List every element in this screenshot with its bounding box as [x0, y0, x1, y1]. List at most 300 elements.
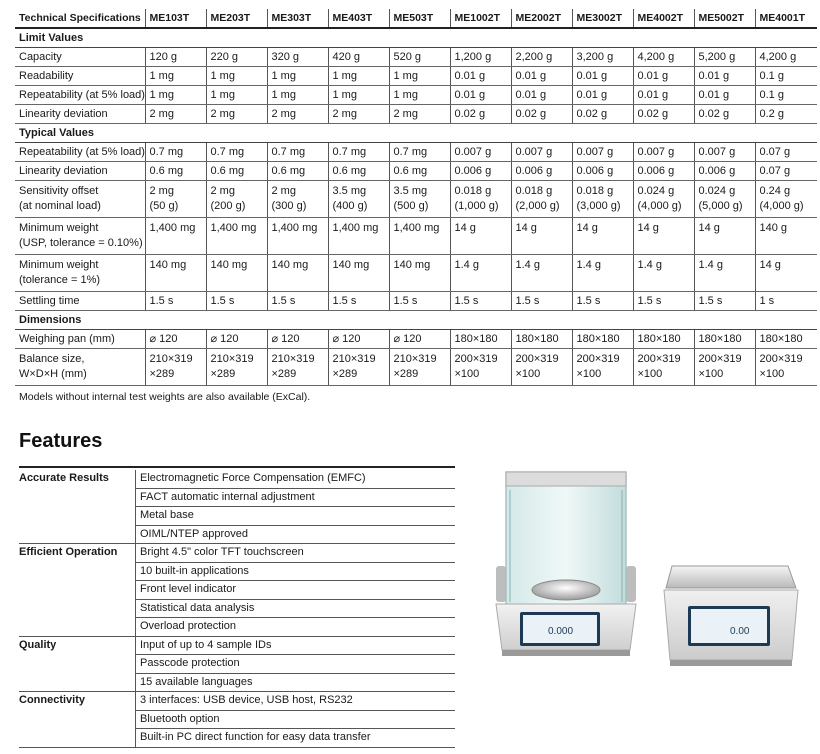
spec-cell — [145, 349, 206, 386]
feature-item: 10 built-in applications — [136, 563, 455, 582]
spec-cell — [145, 48, 206, 67]
spec-cell-line: (3,000 g) — [576, 200, 621, 212]
spec-cell-line: 3,200 g — [576, 51, 614, 63]
row-label — [15, 143, 145, 162]
spec-title: Technical Specifications — [15, 9, 145, 28]
spec-row — [15, 105, 817, 124]
spec-cell — [572, 143, 633, 162]
spec-cell — [755, 143, 817, 162]
spec-cell-line: 0.01 g — [515, 89, 547, 101]
feature-items — [135, 470, 455, 543]
spec-cell-line: 1 mg — [149, 89, 174, 101]
spec-cell — [633, 105, 694, 124]
spec-cell-line: 1 mg — [210, 89, 235, 101]
spec-cell — [328, 218, 389, 255]
spec-cell — [145, 292, 206, 311]
spec-cell-line: 0.01 g — [698, 89, 730, 101]
spec-cell — [694, 181, 755, 218]
spec-cell-line: 14 g — [576, 222, 598, 234]
spec-cell-line: 0.024 g — [698, 185, 736, 197]
spec-cell — [511, 143, 572, 162]
spec-cell — [633, 330, 694, 349]
row-label-line: (USP, tolerance = 0.10%) — [19, 237, 143, 249]
spec-cell — [450, 67, 511, 86]
spec-cell — [511, 349, 572, 386]
spec-cell-line: 1.4 g — [515, 259, 540, 271]
spec-cell-line: 180×180 — [698, 333, 742, 345]
spec-cell — [572, 162, 633, 181]
spec-cell — [450, 218, 511, 255]
spec-cell-line: 140 mg — [393, 259, 431, 271]
spec-cell-line: 2 mg — [332, 108, 357, 120]
spec-cell — [450, 143, 511, 162]
spec-cell — [511, 105, 572, 124]
spec-cell-line: (200 g) — [210, 200, 246, 212]
spec-cell-line: (300 g) — [271, 200, 307, 212]
spec-cell — [694, 255, 755, 292]
spec-cell — [145, 330, 206, 349]
spec-cell-line: 1.5 s — [210, 295, 235, 307]
spec-cell-line: 180×180 — [637, 333, 681, 345]
spec-cell-line: 0.01 g — [454, 70, 486, 82]
spec-cell-line: 14 g — [454, 222, 476, 234]
spec-cell — [572, 218, 633, 255]
spec-cell-line: 0.02 g — [454, 108, 486, 120]
spec-cell-line: 0.02 g — [515, 108, 547, 120]
spec-cell-line: 0.6 mg — [149, 165, 184, 177]
spec-cell-line: 0.007 g — [576, 146, 614, 158]
spec-row — [15, 162, 817, 181]
spec-cell-line: 1 s — [759, 295, 775, 307]
row-label-line: Repeatability (at 5% load) — [19, 146, 145, 158]
spec-cell — [328, 181, 389, 218]
row-label — [15, 86, 145, 105]
spec-cell-line: 2 mg — [149, 185, 174, 197]
feature-item: Front level indicator — [136, 581, 455, 600]
spec-cell — [755, 292, 817, 311]
spec-cell — [145, 181, 206, 218]
spec-cell — [206, 349, 267, 386]
model-header: ME503T — [389, 9, 450, 28]
model-header: ME4001T — [755, 9, 817, 28]
feature-items — [135, 692, 455, 747]
spec-cell-line: 1 mg — [332, 70, 357, 82]
spec-cell — [328, 349, 389, 386]
spec-cell — [633, 255, 694, 292]
spec-cell — [572, 86, 633, 105]
feature-items — [135, 637, 455, 692]
row-label-line: Balance size, — [19, 353, 85, 365]
spec-cell-line: 0.01 g — [515, 70, 547, 82]
spec-cell-line: 2 mg — [271, 185, 296, 197]
feature-group — [19, 692, 455, 748]
spec-cell-line: 320 g — [271, 51, 300, 63]
spec-cell-line: 5,200 g — [698, 51, 736, 63]
spec-cell — [267, 255, 328, 292]
excal-note: Models without internal test weights are also available (ExCal). — [19, 391, 311, 403]
section-row — [15, 124, 817, 143]
spec-cell — [755, 181, 817, 218]
spec-cell-line: 0.006 g — [698, 165, 736, 177]
spec-cell — [633, 67, 694, 86]
spec-cell-line: (4,000 g) — [637, 200, 682, 212]
spec-cell-line: ×100 — [698, 368, 724, 380]
spec-cell — [511, 218, 572, 255]
spec-cell — [206, 292, 267, 311]
spec-cell-line: 200×319 — [515, 353, 559, 365]
spec-cell-line: 0.006 g — [576, 165, 614, 177]
spec-cell-line: 0.02 g — [698, 108, 730, 120]
spec-row — [15, 349, 817, 386]
row-label-line: Capacity — [19, 51, 62, 63]
spec-cell-line: 0.01 g — [576, 70, 608, 82]
spec-cell-line: 1.5 s — [576, 295, 601, 307]
spec-cell — [633, 48, 694, 67]
spec-cell-line: 1 mg — [393, 89, 418, 101]
spec-cell-line: 1 mg — [271, 70, 296, 82]
spec-cell — [328, 162, 389, 181]
spec-cell-line: 120 g — [149, 51, 178, 63]
spec-cell-line: 420 g — [332, 51, 361, 63]
spec-cell-line: 4,200 g — [637, 51, 675, 63]
spec-cell — [572, 181, 633, 218]
spec-cell — [694, 48, 755, 67]
spec-cell-line: (2,000 g) — [515, 200, 560, 212]
spec-cell-line: 1,400 mg — [210, 222, 257, 234]
spec-cell-line: 140 mg — [332, 259, 370, 271]
spec-cell-line: 0.07 g — [759, 165, 791, 177]
feature-category: Quality — [19, 638, 57, 651]
model-header: ME103T — [145, 9, 206, 28]
spec-cell-line: ×100 — [454, 368, 480, 380]
spec-cell-line: 0.7 mg — [271, 146, 306, 158]
spec-cell — [267, 330, 328, 349]
row-label — [15, 292, 145, 311]
feature-category: Efficient Operation — [19, 546, 118, 558]
spec-cell-line: 1.5 s — [332, 295, 357, 307]
spec-cell — [389, 143, 450, 162]
model-header: ME403T — [328, 9, 389, 28]
spec-cell-line: 210×319 — [393, 353, 437, 365]
row-label — [15, 48, 145, 67]
spec-cell — [694, 105, 755, 124]
spec-cell — [755, 349, 817, 386]
section-row — [15, 28, 817, 48]
spec-cell-line: 0.7 mg — [393, 146, 428, 158]
spec-cell-line: 1 mg — [393, 70, 418, 82]
spec-cell — [206, 162, 267, 181]
spec-cell-line: 14 g — [759, 259, 781, 271]
spec-cell-line: 2 mg — [210, 108, 235, 120]
spec-cell — [450, 255, 511, 292]
spec-cell — [328, 255, 389, 292]
spec-cell — [145, 143, 206, 162]
spec-row — [15, 143, 817, 162]
spec-cell-line: 0.6 mg — [332, 165, 367, 177]
spec-cell-line: 180×180 — [576, 333, 620, 345]
analytical-balance-image — [488, 462, 648, 662]
spec-cell — [206, 86, 267, 105]
spec-cell-line: ⌀ 120 — [393, 333, 422, 345]
model-header: ME203T — [206, 9, 267, 28]
feature-category: Accurate Results — [19, 472, 109, 484]
feature-item: FACT automatic internal adjustment — [136, 489, 455, 508]
spec-cell — [694, 162, 755, 181]
spec-cell-line: 0.01 g — [698, 70, 730, 82]
spec-cell — [328, 86, 389, 105]
feature-group — [19, 637, 455, 693]
spec-cell — [206, 67, 267, 86]
spec-cell — [694, 143, 755, 162]
spec-cell-line: 0.018 g — [576, 185, 614, 197]
spec-cell-line: 0.01 g — [576, 89, 608, 101]
spec-cell — [389, 105, 450, 124]
row-label-line: W×D×H (mm) — [19, 368, 87, 380]
spec-cell-line: 2 mg — [149, 108, 174, 120]
spec-cell — [145, 255, 206, 292]
spec-cell — [145, 67, 206, 86]
spec-cell-line: ×289 — [332, 368, 358, 380]
spec-cell-line: 1.4 g — [576, 259, 601, 271]
spec-cell-line: 1.5 s — [393, 295, 418, 307]
spec-cell-line: 1.4 g — [637, 259, 662, 271]
spec-cell-line: 200×319 — [576, 353, 620, 365]
spec-cell — [633, 349, 694, 386]
row-label-line: Minimum weight — [19, 222, 99, 234]
spec-cell — [450, 105, 511, 124]
spec-cell-line: 3.5 mg — [332, 185, 367, 197]
spec-cell — [572, 67, 633, 86]
spec-cell — [755, 86, 817, 105]
feature-item: 3 interfaces: USB device, USB host, RS232 — [136, 692, 455, 711]
spec-cell-line: 0.018 g — [454, 185, 492, 197]
spec-cell — [450, 330, 511, 349]
spec-cell — [450, 86, 511, 105]
spec-header-row — [15, 9, 817, 28]
spec-cell-line: 1 mg — [210, 70, 235, 82]
spec-cell-line: (5,000 g) — [698, 200, 743, 212]
spec-row — [15, 181, 817, 218]
feature-item: Input of up to 4 sample IDs — [136, 637, 455, 656]
spec-cell-line: 1 mg — [332, 89, 357, 101]
spec-cell — [633, 292, 694, 311]
spec-cell-line: 0.24 g — [759, 185, 791, 197]
model-header: ME5002T — [694, 9, 755, 28]
spec-row — [15, 330, 817, 349]
feature-item: OIML/NTEP approved — [140, 527, 249, 540]
spec-cell-line: 4,200 g — [759, 51, 797, 63]
model-header: ME4002T — [633, 9, 694, 28]
spec-cell — [206, 48, 267, 67]
row-label — [15, 255, 145, 292]
row-label — [15, 349, 145, 386]
spec-cell-line: 1 mg — [271, 89, 296, 101]
spec-cell — [572, 255, 633, 292]
spec-cell — [328, 292, 389, 311]
model-header: ME1002T — [450, 9, 511, 28]
spec-cell — [450, 162, 511, 181]
spec-cell-line: 0.7 mg — [210, 146, 245, 158]
spec-cell-line: 1.5 s — [149, 295, 174, 307]
spec-cell — [694, 86, 755, 105]
spec-cell — [572, 292, 633, 311]
spec-cell — [694, 349, 755, 386]
spec-cell — [267, 349, 328, 386]
feature-item: 15 available languages — [140, 675, 253, 688]
spec-cell — [633, 86, 694, 105]
spec-cell — [633, 218, 694, 255]
spec-cell — [328, 105, 389, 124]
spec-cell-line: 1,400 mg — [393, 222, 440, 234]
spec-cell — [511, 181, 572, 218]
feature-item: Metal base — [136, 507, 455, 526]
spec-cell-line: 14 g — [698, 222, 720, 234]
spec-cell — [328, 330, 389, 349]
row-label — [15, 330, 145, 349]
spec-cell — [633, 181, 694, 218]
spec-row — [15, 86, 817, 105]
spec-cell — [572, 349, 633, 386]
feature-item: Bright 4.5" color TFT touchscreen — [136, 544, 455, 563]
spec-cell-line: ⌀ 120 — [271, 333, 300, 345]
spec-cell-line: 1,400 mg — [149, 222, 196, 234]
spec-cell — [328, 143, 389, 162]
spec-cell-line: 180×180 — [515, 333, 559, 345]
spec-cell — [389, 330, 450, 349]
features-heading: Features — [19, 430, 103, 452]
spec-cell-line: ×289 — [149, 368, 175, 380]
feature-item: Electromagnetic Force Compensation (EMFC) — [136, 470, 455, 489]
spec-cell-line: ×100 — [759, 368, 785, 380]
spec-cell-line: 0.006 g — [515, 165, 553, 177]
spec-cell-line: 2 mg — [393, 108, 418, 120]
spec-cell — [511, 330, 572, 349]
spec-cell-line: 0.006 g — [454, 165, 492, 177]
spec-cell-line: 220 g — [210, 51, 239, 63]
spec-cell-line: 0.07 g — [759, 146, 791, 158]
spec-cell-line: ×289 — [393, 368, 419, 380]
spec-cell-line: 180×180 — [454, 333, 498, 345]
spec-row — [15, 218, 817, 255]
spec-cell — [511, 67, 572, 86]
spec-cell-line: 0.02 g — [637, 108, 669, 120]
spec-cell — [389, 349, 450, 386]
spec-cell — [511, 86, 572, 105]
spec-cell — [633, 143, 694, 162]
spec-cell-line: (1,000 g) — [454, 200, 499, 212]
spec-cell-line: 180×180 — [759, 333, 803, 345]
row-label-line: Readability — [19, 70, 74, 82]
row-label-line: (at nominal load) — [19, 200, 101, 212]
feature-items — [135, 544, 455, 636]
spec-cell-line: ⌀ 120 — [149, 333, 178, 345]
spec-cell-line: 0.6 mg — [271, 165, 306, 177]
spec-cell-line: 1.5 s — [698, 295, 723, 307]
spec-cell — [694, 292, 755, 311]
spec-cell-line: 200×319 — [698, 353, 742, 365]
spec-cell — [450, 48, 511, 67]
spec-cell-line: (400 g) — [332, 200, 368, 212]
spec-cell — [389, 48, 450, 67]
spec-cell-line: 1,400 mg — [271, 222, 318, 234]
spec-cell-line: 1.5 s — [637, 295, 662, 307]
spec-cell — [511, 255, 572, 292]
row-label-line: Weighing pan (mm) — [19, 333, 115, 345]
spec-cell — [511, 162, 572, 181]
spec-cell-line: 1.5 s — [515, 295, 540, 307]
spec-cell — [389, 67, 450, 86]
spec-row — [15, 255, 817, 292]
spec-cell-line: 140 g — [759, 222, 788, 234]
spec-cell — [389, 181, 450, 218]
features-top-rule — [19, 466, 455, 468]
spec-cell-line: ×100 — [576, 368, 602, 380]
spec-cell-line: 0.018 g — [515, 185, 553, 197]
precision-balance-image — [658, 560, 808, 670]
feature-item: Bluetooth option — [136, 711, 455, 730]
feature-category: Connectivity — [19, 694, 86, 706]
spec-cell — [267, 218, 328, 255]
spec-row — [15, 67, 817, 86]
spec-cell-line: 200×319 — [759, 353, 803, 365]
spec-cell-line: 0.006 g — [637, 165, 675, 177]
row-label-line: Repeatability (at 5% load) — [19, 89, 145, 101]
spec-cell — [511, 292, 572, 311]
spec-cell — [755, 48, 817, 67]
spec-cell-line: 0.007 g — [515, 146, 553, 158]
precision-balance-display-text: 0.00 — [730, 626, 750, 637]
spec-cell-line: 0.007 g — [637, 146, 675, 158]
row-label-line: Settling time — [19, 295, 80, 307]
spec-cell — [206, 105, 267, 124]
spec-cell — [267, 292, 328, 311]
specifications-table — [15, 9, 817, 386]
spec-cell — [389, 86, 450, 105]
spec-cell — [694, 330, 755, 349]
row-label-line: Linearity deviation — [19, 108, 108, 120]
spec-cell-line: 1.5 s — [271, 295, 296, 307]
spec-cell-line: 140 mg — [149, 259, 187, 271]
spec-cell — [267, 181, 328, 218]
spec-cell — [389, 218, 450, 255]
spec-cell-line: 2,200 g — [515, 51, 553, 63]
spec-cell-line: 200×319 — [637, 353, 681, 365]
spec-cell-line: (500 g) — [393, 200, 429, 212]
feature-group — [19, 544, 455, 637]
features-table — [19, 470, 455, 748]
spec-cell — [572, 330, 633, 349]
spec-cell — [755, 255, 817, 292]
feature-item: Built-in PC direct function for easy data transfer — [140, 731, 371, 743]
spec-cell-line: 140 mg — [271, 259, 309, 271]
spec-cell — [328, 48, 389, 67]
spec-cell-line: 0.1 g — [759, 89, 784, 101]
feature-item: Overload protection — [140, 620, 236, 632]
spec-cell-line: 0.6 mg — [393, 165, 428, 177]
spec-row — [15, 48, 817, 67]
spec-cell — [267, 105, 328, 124]
spec-cell-line: 2 mg — [210, 185, 235, 197]
feature-item: Passcode protection — [136, 655, 455, 674]
spec-cell-line: 140 mg — [210, 259, 248, 271]
spec-cell — [694, 218, 755, 255]
row-label-line: Minimum weight — [19, 259, 99, 271]
spec-cell — [206, 330, 267, 349]
spec-cell — [328, 67, 389, 86]
spec-cell-line: 200×319 — [454, 353, 498, 365]
feature-item: Statistical data analysis — [136, 600, 455, 619]
spec-cell — [755, 67, 817, 86]
